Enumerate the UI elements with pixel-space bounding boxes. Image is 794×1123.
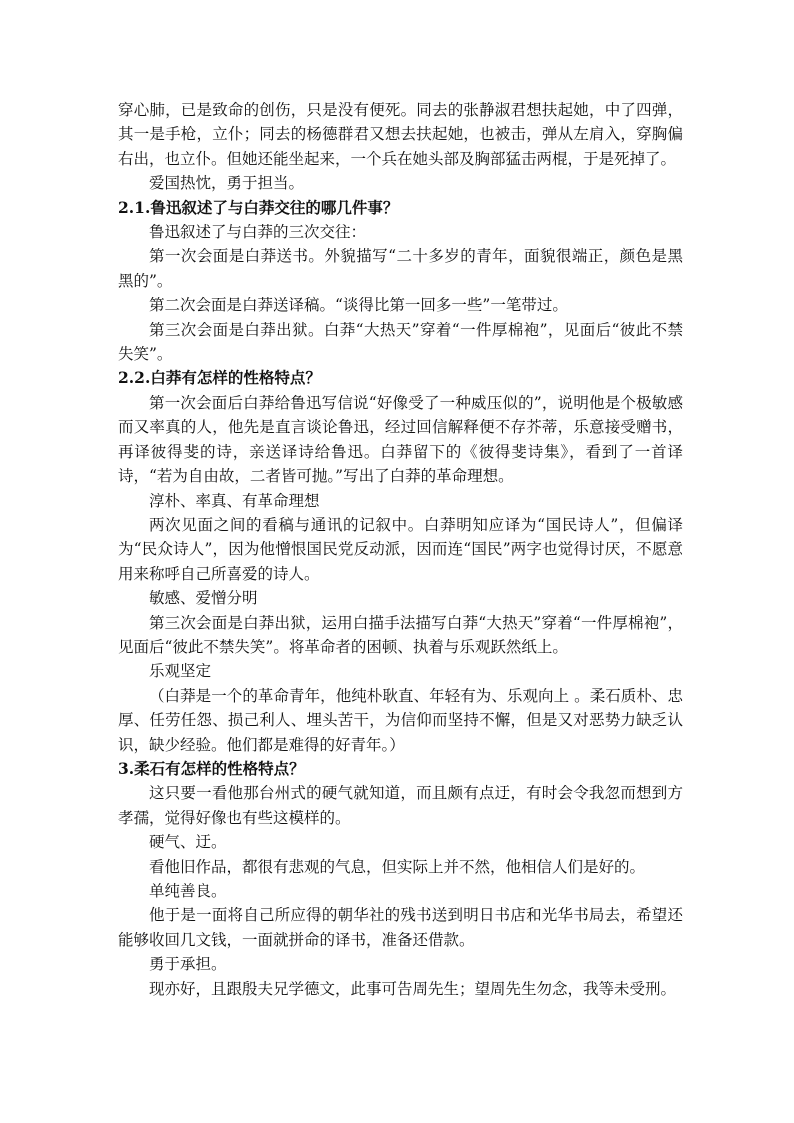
section-heading: 3.柔石有怎样的性格特点？	[118, 758, 305, 778]
paragraph: 现亦好，且跟殷夫兄学德文，此事可告周先生；望周先生勿念，我等未受刑。	[149, 979, 677, 998]
paragraph: 硬气、迂。	[149, 833, 227, 852]
paragraph: 第二次会面是白莽送译稿。“谈得比第一回多一些”一笔带过。	[149, 296, 568, 315]
paragraph: 第三次会面是白莽出狱。白莽“大热天”穿着“一件厚棉袍”，见面后“彼此不禁失笑”。	[118, 320, 683, 364]
section-heading: 2.2.白莽有怎样的性格特点？	[118, 368, 321, 388]
paragraph: 第三次会面是白莽出狱，运用白描手法描写白莽“大热天”穿着“一件厚棉袍”，见面后“彼此不禁失笑”。将革命者的困顿、执着与乐观跃然纸上。	[118, 613, 683, 656]
paragraph: 勇于承担。	[149, 955, 227, 974]
paragraph: 第一次会面是白莽送书。外貌描写“二十多岁的青年，面貌很端正，颜色是黑黑的”。	[118, 247, 683, 290]
section-heading: 2.1.鲁迅叙述了与白莽交往的哪几件事？	[118, 197, 399, 217]
paragraph: 穿心肺，已是致命的创伤，只是没有便死。同去的张静淑君想扶起她，中了四弹，其一是手枪，立仆；同去的杨德群君又想去扶起她，也被击，弹从左肩入，穿胸偏右出，也立仆。但她还能坐起来，一个兵在她头部及胸部猛击两棍，于是死掉了。	[118, 101, 683, 168]
paragraph: 这只要一看他那台州式的硬气就知道，而且颇有点迂，有时会令我忽而想到方孝孺，觉得好像也有些这模样的。	[118, 784, 683, 827]
paragraph: （白莽是一个的革命青年，他纯朴耿直、年轻有为、乐观向上 。柔石质朴、忠厚、任劳任怨、损己利人、埋头苦干，为信仰而坚持不懈，但是又对恶势力缺乏认识，缺少经验。他们都是难得的好青年。）	[118, 686, 683, 754]
paragraph: 淳朴、率真、有革命理想	[149, 491, 320, 510]
document-page	[118, 98, 683, 1001]
paragraph: 敏感、爱憎分明	[149, 589, 258, 608]
paragraph: 爱国热忱，勇于担当。	[149, 174, 305, 193]
paragraph: 第一次会面后白莽给鲁迅写信说“好像受了一种威压似的”，说明他是个极敏感而又率真的人，他先是直言谈论鲁迅，经过回信解释便不存芥蒂，乐意接受赠书，再译彼得斐的诗，亲送译诗给鲁迅。白莽留下的《彼得斐诗集》，看到了一首译诗，“若为自由故，二者皆可抛。”写出了白莽的革命理想。	[118, 393, 683, 486]
paragraph: 两次见面之间的看稿与通讯的记叙中。白莽明知应译为“国民诗人”，但偏译为“民众诗人”，因为他憎恨国民党反动派，因而连“国民”两字也觉得讨厌，不愿意用来称呼自己所喜爱的诗人。	[118, 515, 683, 583]
paragraph: 单纯善良。	[149, 882, 227, 900]
paragraph: 乐观坚定	[149, 662, 212, 681]
paragraph: 他于是一面将自己所应得的朝华社的残书送到明日书店和光华书局去，希望还能够收回几文钱，一面就拼命的译书，准备还借款。	[118, 906, 683, 949]
paragraph: 鲁迅叙述了与白莽的三次交往：	[149, 223, 367, 242]
paragraph: 看他旧作品，都很有悲观的气息，但实际上并不然，他相信人们是好的。	[149, 857, 646, 876]
